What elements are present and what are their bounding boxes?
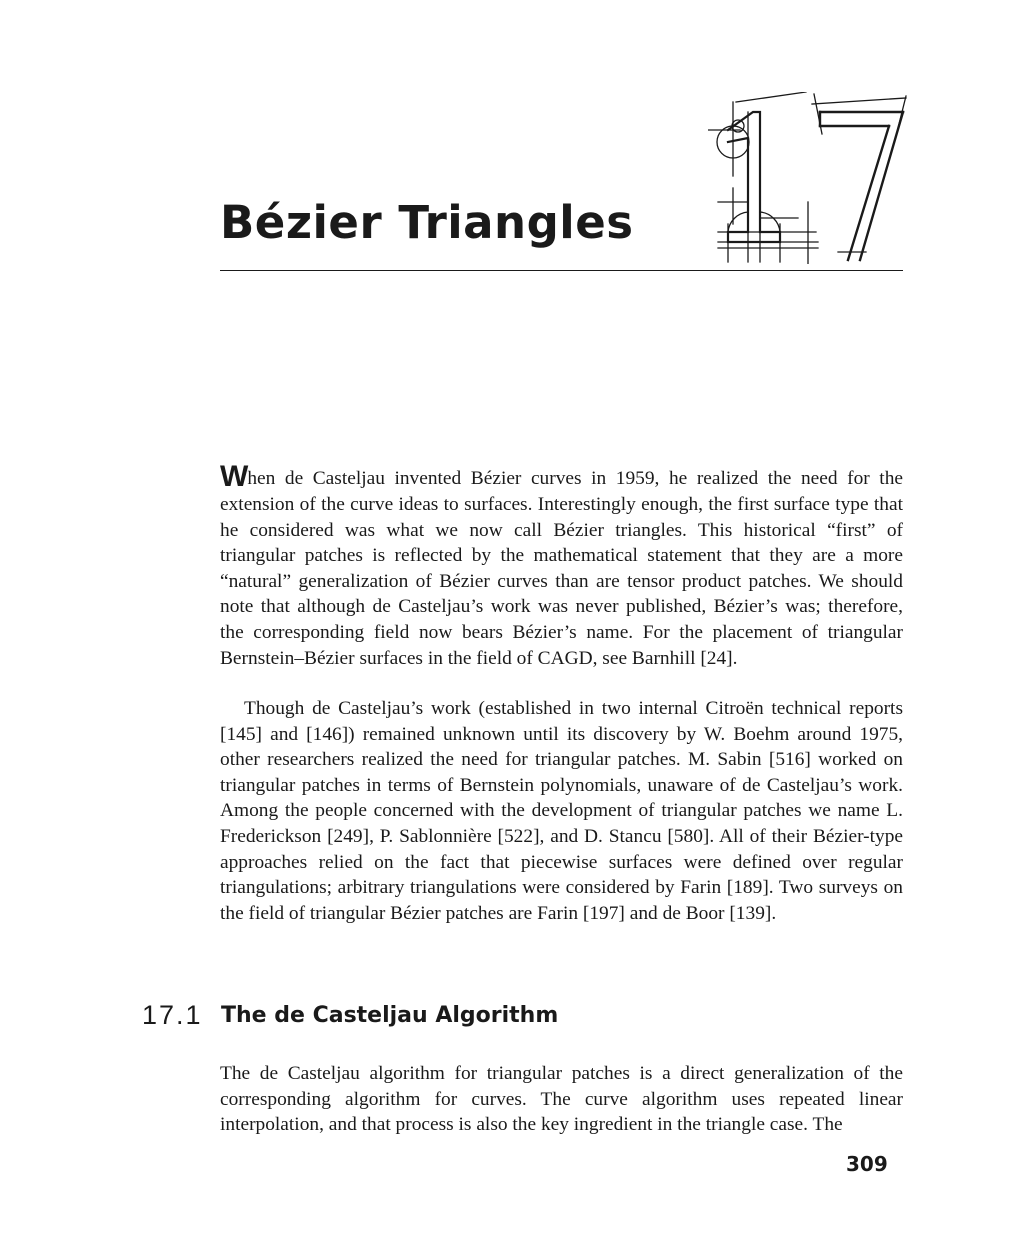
chapter-title: Bézier Triangles: [220, 196, 634, 249]
intro-paragraph-1: [220, 462, 903, 671]
page-number: 309: [846, 1152, 888, 1176]
chapter-number-drafting-art: [708, 92, 908, 264]
construction-lines: [708, 92, 818, 264]
digit-seven: [820, 112, 903, 260]
intro-paragraph-2: Though de Casteljau’s work (established in two internal Citroën technical reports [145] and [146]) remained unknown until its discovery by W. Boehm around 1975, other researchers realized the need for triangular patches. M. Sabin [516] worked on triangular patches in terms of Bernstein polynomials, unaware of de Casteljau’s work. Among the people concerned with the development of triangular patches we name L. Frederickson [249], P. Sablonnière [522], and D. Stancu [580]. All of their Bézier-type approaches relied on the fact that piecewise surfaces were defined over regular triangulations; arbitrary triangulations were considered by Farin [189]. Two surveys on the field of triangular Bézier patches are Farin [197] and de Boor [139].: [220, 698, 903, 924]
title-rule: [220, 270, 903, 271]
section-paragraph-1: The de Casteljau algorithm for triangular patches is a direct generalization of the corresponding algorithm for curves. The curve algorithm uses repeated linear interpolation, and that process is also the key ingredient in the triangle case. The: [220, 1063, 903, 1136]
seven-construction: [812, 94, 906, 252]
dropcap: W: [220, 460, 248, 493]
section-number: 17.1: [142, 1000, 203, 1030]
intro-paragraph-1-text: hen de Casteljau invented Bézier curves in 1959, he realized the need for the extension of the curve ideas to surfaces. Interestingly enough, the first surface type that he considered was what we now call Bézier triangles. This historical “first” of triangular patches is reflected by the mathematical statement that they are a more “natural” generalization of Bézier curves than are tensor product patches. We should note that although de Casteljau’s work was never published, Bézier’s was; therefore, the corresponding field now bears Bézier’s name. For the placement of triangular Bernstein–Bézier surfaces in the field of CAGD, see Barnhill [24].: [220, 468, 903, 669]
section-title: The de Casteljau Algorithm: [221, 1003, 559, 1028]
